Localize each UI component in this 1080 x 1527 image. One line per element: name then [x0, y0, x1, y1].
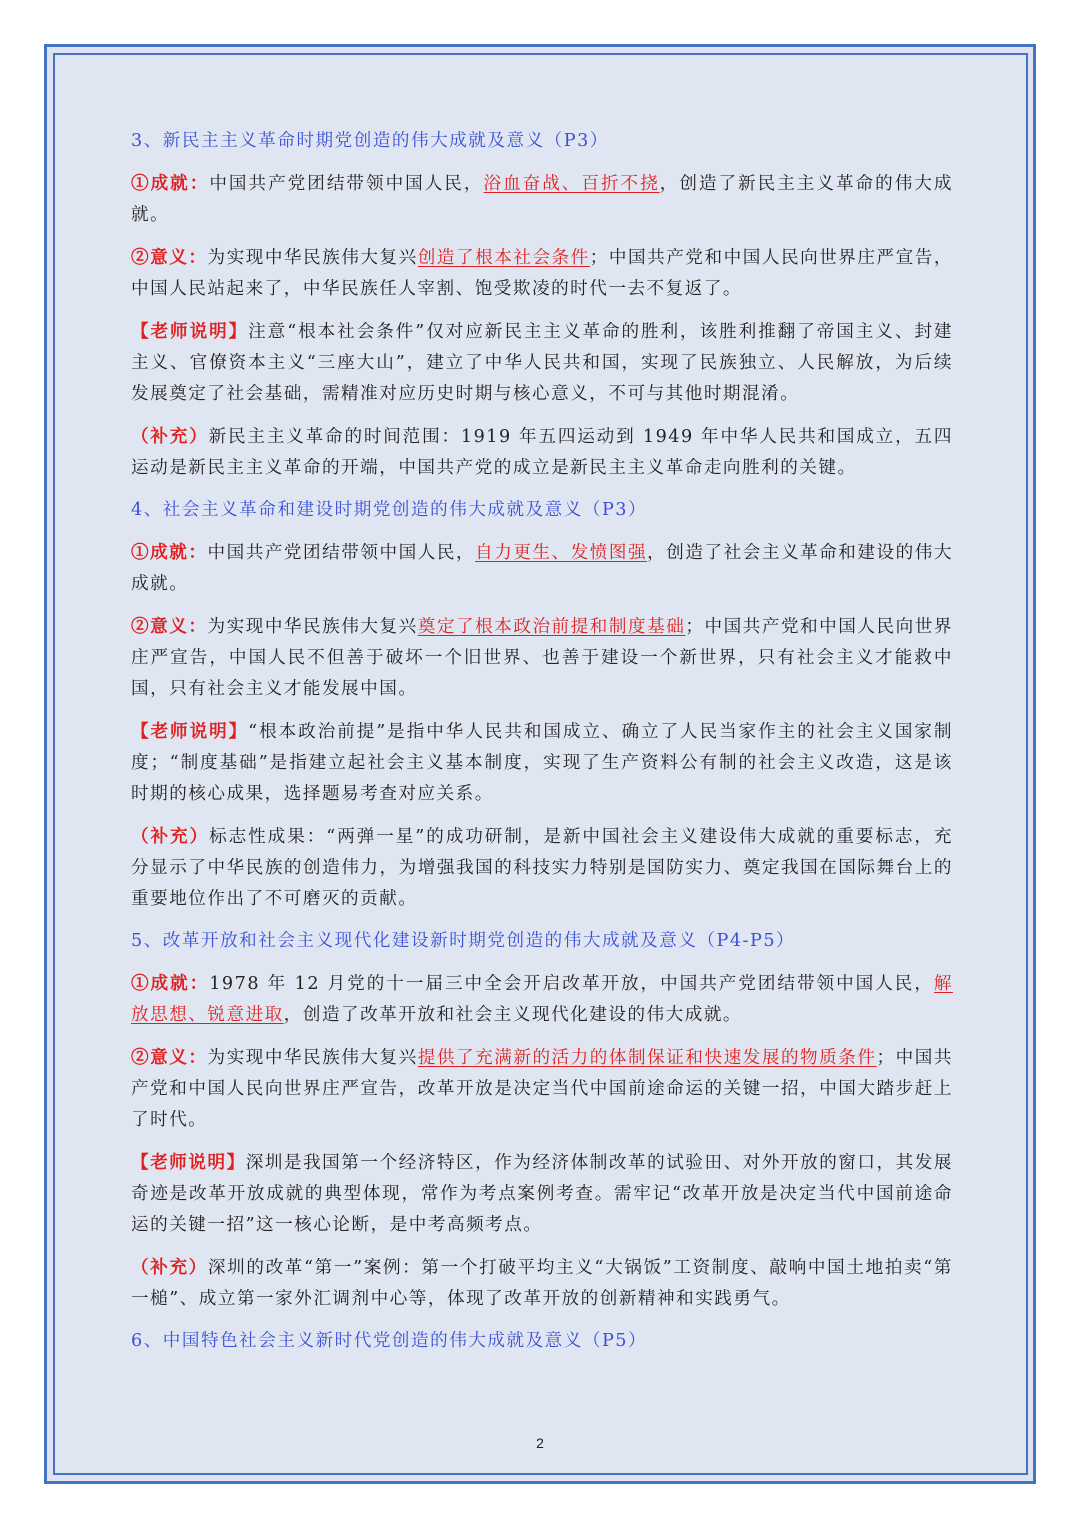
document-body	[131, 126, 953, 1368]
section-5-supplement	[131, 1252, 953, 1315]
significance-label: ②意义：	[131, 616, 208, 637]
significance-text-end: ；中国共产党和中国人民向世界庄严宣告，改革开放是决定当代中国前途命运的关键一招，中国大踏步赶上了时代。	[131, 1048, 953, 1130]
achievement-text: 1978 年 12 月党的十一届三中全会开启改革开放，中国共产党团结带领中国人民，	[209, 974, 934, 994]
achievement-highlight: 自力更生、发愤图强	[475, 543, 648, 563]
supplement-label: （补充）	[131, 426, 209, 447]
supplement-label: （补充）	[131, 826, 210, 847]
significance-text-end: ；中国共产党和中国人民向世界庄严宣告，中国人民不但善于破坏一个旧世界、也善于建设一个新世界，只有社会主义才能救中国，只有社会主义才能发展中国。	[131, 617, 953, 699]
supplement-text: 新民主主义革命的时间范围：1919 年五四运动到 1949 年中华人民共和国成立，五四运动是新民主主义革命的开端，中国共产党的成立是新民主主义革命走向胜利的关键。	[131, 427, 953, 478]
achievement-text: 中国共产党团结带领中国人民，	[207, 543, 476, 563]
significance-label: ②意义：	[131, 1047, 208, 1068]
significance-highlight: 创造了根本社会条件	[417, 248, 590, 268]
supplement-text: 深圳的改革“第一”案例：第一个打破平均主义“大锅饭”工资制度、敲响中国土地拍卖“第一槌”、成立第一家外汇调剂中心等，体现了改革开放的创新精神和实践勇气。	[131, 1258, 953, 1309]
section-3-achievement	[131, 168, 953, 231]
achievement-text-end: ，创造了改革开放和社会主义现代化建设的伟大成就。	[283, 1005, 743, 1025]
achievement-text-end: ，创造了新民主主义革命的伟大成就。	[131, 174, 953, 225]
section-4-heading: 4、社会主义革命和建设时期党创造的伟大成就及意义（P3）	[131, 500, 648, 520]
section-6-heading: 6、中国特色社会主义新时代党创造的伟大成就及意义（P5）	[131, 1331, 648, 1351]
achievement-label: ①成就：	[131, 542, 208, 563]
achievement-label: ①成就：	[131, 973, 210, 994]
achievement-text-end: ，创造了社会主义革命和建设的伟大成就。	[131, 543, 953, 594]
significance-label: ②意义：	[131, 247, 208, 268]
significance-text: 为实现中华民族伟大复兴	[207, 617, 418, 637]
section-4-supplement	[131, 821, 953, 915]
teacher-note-text: 深圳是我国第一个经济特区，作为经济体制改革的试验田、对外开放的窗口，其发展奇迹是改革开放成就的典型体现，常作为考点案例考查。需牢记“改革开放是决定当代中国前途命运的关键一招”这一核心论断，是中考高频考点。	[131, 1153, 953, 1235]
teacher-note-text: 注意“根本社会条件”仅对应新民主主义革命的胜利，该胜利推翻了帝国主义、封建主义、官僚资本主义“三座大山”，建立了中华人民共和国，实现了民族独立、人民解放，为后续发展奠定了社会基础，需精准对应历史时期与核心意义，不可与其他时期混淆。	[131, 322, 953, 404]
section-3-heading: 3、新民主主义革命时期党创造的伟大成就及意义（P3）	[131, 131, 609, 151]
significance-text-end: ；中国共产党和中国人民向世界庄严宣告，中国人民站起来了，中华民族任人宰割、饱受欺凌的时代一去不复返了。	[131, 248, 953, 299]
section-5-significance	[131, 1042, 953, 1136]
achievement-label: ①成就：	[131, 173, 210, 194]
section-3-supplement	[131, 421, 953, 484]
section-3-teacher-note	[131, 316, 953, 410]
supplement-label: （补充）	[131, 1257, 208, 1278]
significance-highlight: 提供了充满新的活力的体制保证和快速发展的物质条件	[417, 1048, 877, 1068]
section-4-teacher-note	[131, 716, 953, 810]
section-4-significance	[131, 611, 953, 705]
significance-text: 为实现中华民族伟大复兴	[207, 1048, 418, 1068]
section-5-achievement	[131, 968, 953, 1031]
significance-text: 为实现中华民族伟大复兴	[207, 248, 418, 268]
achievement-text: 中国共产党团结带领中国人民，	[209, 174, 484, 194]
section-3-significance	[131, 242, 953, 305]
teacher-note-label: 【老师说明】	[131, 1152, 246, 1173]
section-5-heading: 5、改革开放和社会主义现代化建设新时期党创造的伟大成就及意义（P4-P5）	[131, 931, 796, 951]
significance-highlight: 奠定了根本政治前提和制度基础	[417, 617, 686, 637]
achievement-highlight: 浴血奋战、百折不挠	[483, 174, 660, 194]
achievement-highlight: 解放思想、锐意进取	[131, 974, 953, 1025]
teacher-note-label: 【老师说明】	[131, 321, 249, 342]
section-5-teacher-note	[131, 1147, 953, 1241]
teacher-note-label: 【老师说明】	[131, 721, 249, 742]
page-number: 2	[536, 1435, 544, 1451]
teacher-note-text: “根本政治前提”是指中华人民共和国成立、确立了人民当家作主的社会主义国家制度；“制度基础”是指建立起社会主义基本制度，实现了生产资料公有制的社会主义改造，这是该时期的核心成果，选择题易考查对应关系。	[131, 722, 953, 804]
section-4-achievement	[131, 537, 953, 600]
supplement-text: 标志性成果：“两弹一星”的成功研制，是新中国社会主义建设伟大成就的重要标志，充分显示了中华民族的创造伟力，为增强我国的科技实力特别是国防实力、奠定我国在国际舞台上的重要地位作出了不可磨灭的贡献。	[131, 827, 953, 909]
